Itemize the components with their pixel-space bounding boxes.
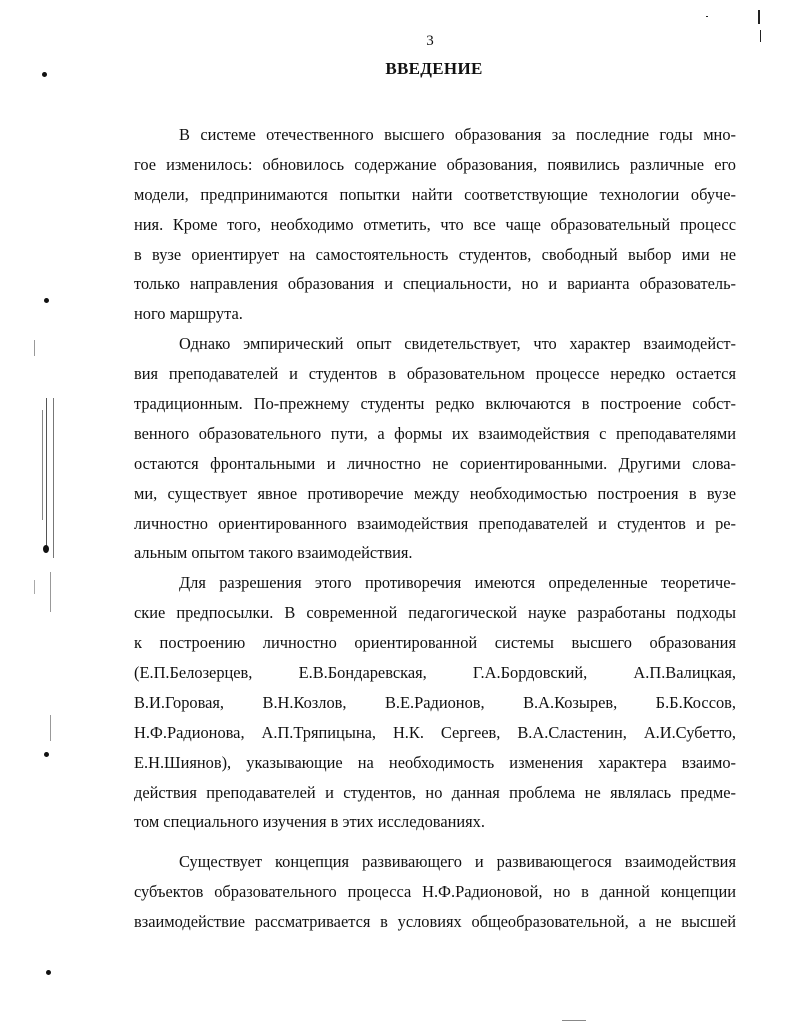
text-line: взаимодействие рассматривается в условиях общеобразовательной, а не высшей xyxy=(134,912,736,932)
page-number: 3 xyxy=(426,33,434,49)
scan-mark xyxy=(34,580,35,594)
text-line: Е.Н.Шиянов), указывающие на необходимость изменения характера взаимо- xyxy=(134,752,736,772)
scan-dot xyxy=(43,545,49,553)
text-line: в вузе ориентирует на самостоятельность студентов, свободный выбор ими не xyxy=(134,244,736,264)
text-line: ские предпосылки. В современной педагогической науке разработаны подходы xyxy=(134,603,736,623)
scan-mark xyxy=(34,340,35,356)
scan-dot xyxy=(44,752,49,757)
text-line: действия преподавателей и студентов, но данная проблема не являлась предме- xyxy=(134,782,736,802)
scan-mark xyxy=(760,30,761,42)
text-line: (Е.П.Белозерцев, Е.В.Бондаревская, Г.А.Бордовский, А.П.Валицкая, xyxy=(134,663,736,683)
text-line: Для разрешения этого противоречия имеются определенные теоретиче- xyxy=(179,573,736,593)
text-line: гое изменилось: обновилось содержание образования, появились различные его xyxy=(134,154,736,174)
page-title: ВВЕДЕНИЕ xyxy=(385,59,483,78)
text-line: В системе отечественного высшего образования за последние годы мно- xyxy=(179,125,736,144)
scan-dot xyxy=(46,970,51,975)
scan-dot xyxy=(44,298,49,303)
text-line: ния. Кроме того, необходимо отметить, что все чаще образовательный процесс xyxy=(134,214,736,234)
text-line: к построению личностно ориентированной системы высшего образования xyxy=(134,633,736,653)
body-text xyxy=(134,120,736,937)
text-line: Н.Ф.Радионова, А.П.Тряпицына, Н.К. Сергеев, В.А.Сластенин, А.И.Субетто, xyxy=(134,722,736,742)
scan-mark xyxy=(758,10,760,24)
scan-mark xyxy=(706,16,708,17)
text-line: вия преподавателей и студентов в образовательном процессе нередко остается xyxy=(134,364,736,384)
scan-mark xyxy=(42,410,43,520)
text-line: Существует концепция развивающего и развивающегося взаимодействия xyxy=(179,852,736,872)
text-line: том специального изучения в этих исследованиях. xyxy=(134,812,485,832)
text-line: Однако эмпирический опыт свидетельствует, что характер взаимодейст- xyxy=(179,334,736,354)
text-line: субъектов образовательного процесса Н.Ф.Радионовой, но в данной концепции xyxy=(134,882,736,902)
scan-mark xyxy=(562,1020,586,1021)
text-line: ми, существует явное противоречие между необходимостью построения в вузе xyxy=(134,483,736,503)
text-line: модели, предпринимаются попытки найти соответствующие технологии обуче- xyxy=(134,184,736,204)
text-line: остаются фронтальными и личностно не сориентированными. Другими слова- xyxy=(134,453,736,473)
scan-mark xyxy=(46,398,47,548)
text-line: В.И.Горовая, В.Н.Козлов, В.Е.Радионов, В.А.Козырев, Б.Б.Коссов, xyxy=(134,692,736,712)
scan-mark xyxy=(50,572,51,612)
text-line: только направления образования и специальности, но и варианта образователь- xyxy=(134,274,736,294)
scan-mark xyxy=(53,398,54,558)
text-line: венного образовательного пути, а формы их взаимодействия с преподавателями xyxy=(134,423,736,443)
text-line: альным опытом такого взаимодействия. xyxy=(134,543,413,563)
text-line: личностно ориентированного взаимодействия преподавателей и студентов и ре- xyxy=(134,513,736,533)
text-line: ного маршрута. xyxy=(134,304,243,324)
text-line: традиционным. По-прежнему студенты редко включаются в построение собст- xyxy=(134,394,736,414)
scan-mark xyxy=(50,715,51,741)
